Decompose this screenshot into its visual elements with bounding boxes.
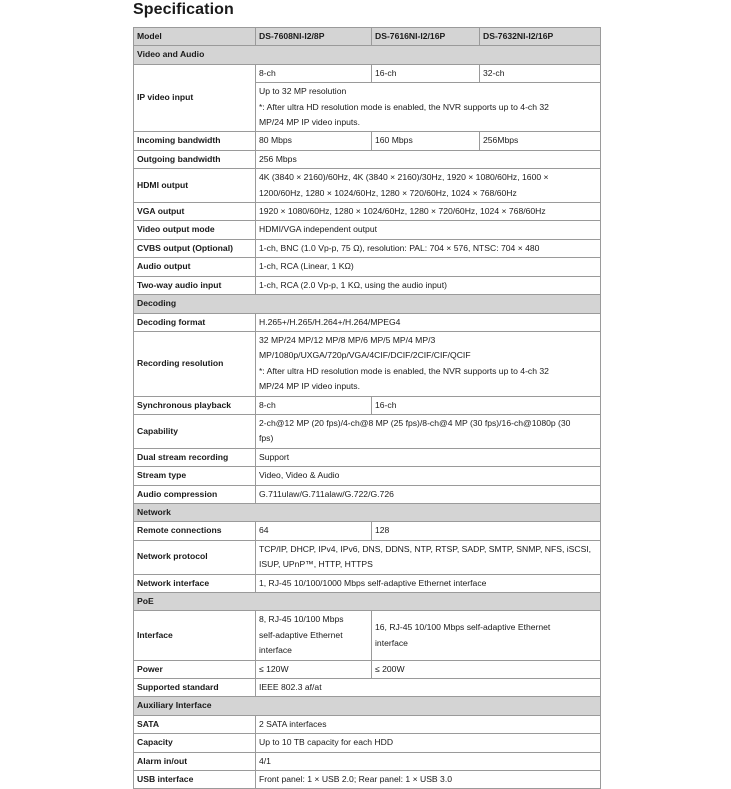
cell-value: 1920 × 1080/60Hz, 1280 × 1024/60Hz, 1280 × 720/60Hz, 1024 × 768/60Hz — [256, 203, 601, 221]
table-row — [134, 239, 601, 257]
text-line: self-adaptive Ethernet — [259, 629, 343, 640]
cell-value: 4/1 — [256, 752, 601, 770]
cell-value: 1-ch, BNC (1.0 Vp-p, 75 Ω), resolution: PAL: 704 × 576, NTSC: 704 × 480 — [256, 239, 601, 257]
table-row — [134, 313, 601, 331]
section-row — [134, 46, 601, 64]
row-label: VGA output — [134, 203, 256, 221]
cell-value: 1-ch, RCA (2.0 Vp-p, 1 KΩ, using the audio input) — [256, 276, 601, 294]
row-label: Synchronous playback — [134, 396, 256, 414]
cell-value: Up to 10 TB capacity for each HDD — [256, 734, 601, 752]
cell-value: ≤ 120W — [256, 660, 372, 678]
section-poe: PoE — [134, 593, 601, 611]
text-line: MP/1080p/UXGA/720p/VGA/4CIF/DCIF/2CIF/CIF/QCIF — [259, 350, 471, 361]
text-line: ISUP, UPnP™, HTTP, HTTPS — [259, 559, 373, 570]
row-label: Audio compression — [134, 485, 256, 503]
row-label: Video output mode — [134, 221, 256, 239]
table-row — [134, 414, 601, 448]
cell-value: 16-ch — [372, 396, 601, 414]
row-label: Supported standard — [134, 679, 256, 697]
table-row — [134, 132, 601, 150]
row-label: Recording resolution — [134, 331, 256, 396]
cell-value: 128 — [372, 522, 601, 540]
text-line: *: After ultra HD resolution mode is enabled, the NVR supports up to 4-ch 32 — [259, 101, 549, 112]
row-label: USB interface — [134, 771, 256, 789]
cell-value: H.265+/H.265/H.264+/H.264/MPEG4 — [256, 313, 601, 331]
section-row — [134, 593, 601, 611]
text-line: MP/24 MP IP video inputs. — [259, 117, 360, 128]
section-row — [134, 697, 601, 715]
text-line: TCP/IP, DHCP, IPv4, IPv6, DNS, DDNS, NTP, RTSP, SADP, SMTP, SNMP, NFS, iSCSI, — [259, 543, 592, 554]
row-label: HDMI output — [134, 169, 256, 203]
section-video-audio: Video and Audio — [134, 46, 601, 64]
table-row — [134, 660, 601, 678]
cell-value: 160 Mbps — [372, 132, 480, 150]
cell-value: HDMI/VGA independent output — [256, 221, 601, 239]
text-line: Up to 32 MP resolution — [259, 86, 347, 97]
table-row — [134, 169, 601, 203]
row-label: Remote connections — [134, 522, 256, 540]
row-label: Audio output — [134, 258, 256, 276]
row-label: Alarm in/out — [134, 752, 256, 770]
text-line: 16, RJ-45 10/100 Mbps self-adaptive Ethernet — [375, 622, 551, 633]
cell-value: Video, Video & Audio — [256, 467, 601, 485]
row-label: Power — [134, 660, 256, 678]
table-row — [134, 221, 601, 239]
table-header-row — [134, 28, 601, 46]
cell-value: IEEE 802.3 af/at — [256, 679, 601, 697]
text-line: fps) — [259, 433, 274, 444]
table-row — [134, 331, 601, 396]
table-row — [134, 258, 601, 276]
model-3: DS-7632NI-I2/16P — [480, 28, 601, 46]
table-row — [134, 574, 601, 592]
row-label: Decoding format — [134, 313, 256, 331]
cell-value: G.711ulaw/G.711alaw/G.722/G.726 — [256, 485, 601, 503]
cell-value: 8-ch — [256, 396, 372, 414]
table-row — [134, 485, 601, 503]
cell-value: 64 — [256, 522, 372, 540]
table-row — [134, 448, 601, 466]
cell-value — [256, 540, 601, 574]
table-row — [134, 679, 601, 697]
cell-value — [256, 331, 601, 396]
text-line: interface — [259, 645, 292, 656]
cell-value — [256, 611, 372, 660]
text-line: *: After ultra HD resolution mode is enabled, the NVR supports up to 4-ch 32 — [259, 365, 549, 376]
header-label: Model — [134, 28, 256, 46]
page-title: Specification — [133, 1, 234, 18]
row-label: Capacity — [134, 734, 256, 752]
section-decoding: Decoding — [134, 295, 601, 313]
row-label: Incoming bandwidth — [134, 132, 256, 150]
cell-value: 2 SATA interfaces — [256, 715, 601, 733]
row-label: Two-way audio input — [134, 276, 256, 294]
table-row — [134, 522, 601, 540]
row-label: Dual stream recording — [134, 448, 256, 466]
cell-value — [256, 169, 601, 203]
row-label: Network protocol — [134, 540, 256, 574]
text-line: interface — [375, 637, 408, 648]
text-line: MP/24 MP IP video inputs. — [259, 381, 360, 392]
table-row — [134, 734, 601, 752]
cell-value: Support — [256, 448, 601, 466]
cell-value: 80 Mbps — [256, 132, 372, 150]
row-label: SATA — [134, 715, 256, 733]
section-row — [134, 503, 601, 521]
text-line: 32 MP/24 MP/12 MP/8 MP/6 MP/5 MP/4 MP/3 — [259, 334, 436, 345]
row-label: Stream type — [134, 467, 256, 485]
table-row — [134, 771, 601, 789]
cell-value: ≤ 200W — [372, 660, 601, 678]
row-label: IP video input — [134, 64, 256, 132]
table-row — [134, 203, 601, 221]
cell-value: Front panel: 1 × USB 2.0; Rear panel: 1 × USB 3.0 — [256, 771, 601, 789]
text-line: 4K (3840 × 2160)/60Hz, 4K (3840 × 2160)/30Hz, 1920 × 1080/60Hz, 1600 × — [259, 172, 549, 183]
table-row — [134, 396, 601, 414]
table-row — [134, 64, 601, 82]
row-label: Network interface — [134, 574, 256, 592]
section-row — [134, 295, 601, 313]
model-1: DS-7608NI-I2/8P — [256, 28, 372, 46]
cell-value: 16-ch — [372, 64, 480, 82]
text-line: 2-ch@12 MP (20 fps)/4-ch@8 MP (25 fps)/8-ch@4 MP (30 fps)/16-ch@1080p (30 — [259, 417, 571, 428]
text-line: 1200/60Hz, 1280 × 1024/60Hz, 1280 × 720/60Hz, 1024 × 768/60Hz — [259, 187, 517, 198]
cell-value — [256, 414, 601, 448]
row-label: Outgoing bandwidth — [134, 150, 256, 168]
model-2: DS-7616NI-I2/16P — [372, 28, 480, 46]
cell-value: 256Mbps — [480, 132, 601, 150]
text-line: 8, RJ-45 10/100 Mbps — [259, 614, 344, 625]
section-network: Network — [134, 503, 601, 521]
table-row — [134, 276, 601, 294]
cell-value — [372, 611, 601, 660]
cell-value: 1, RJ-45 10/100/1000 Mbps self-adaptive Ethernet interface — [256, 574, 601, 592]
table-row — [134, 467, 601, 485]
cell-value — [256, 83, 601, 132]
table-row — [134, 752, 601, 770]
cell-value: 1-ch, RCA (Linear, 1 KΩ) — [256, 258, 601, 276]
cell-value: 256 Mbps — [256, 150, 601, 168]
specification-table — [133, 27, 601, 789]
row-label: Interface — [134, 611, 256, 660]
section-auxiliary: Auxiliary Interface — [134, 697, 601, 715]
table-row — [134, 611, 601, 660]
cell-value: 32-ch — [480, 64, 601, 82]
row-label: Capability — [134, 414, 256, 448]
table-row — [134, 150, 601, 168]
table-row — [134, 540, 601, 574]
row-label: CVBS output (Optional) — [134, 239, 256, 257]
cell-value: 8-ch — [256, 64, 372, 82]
